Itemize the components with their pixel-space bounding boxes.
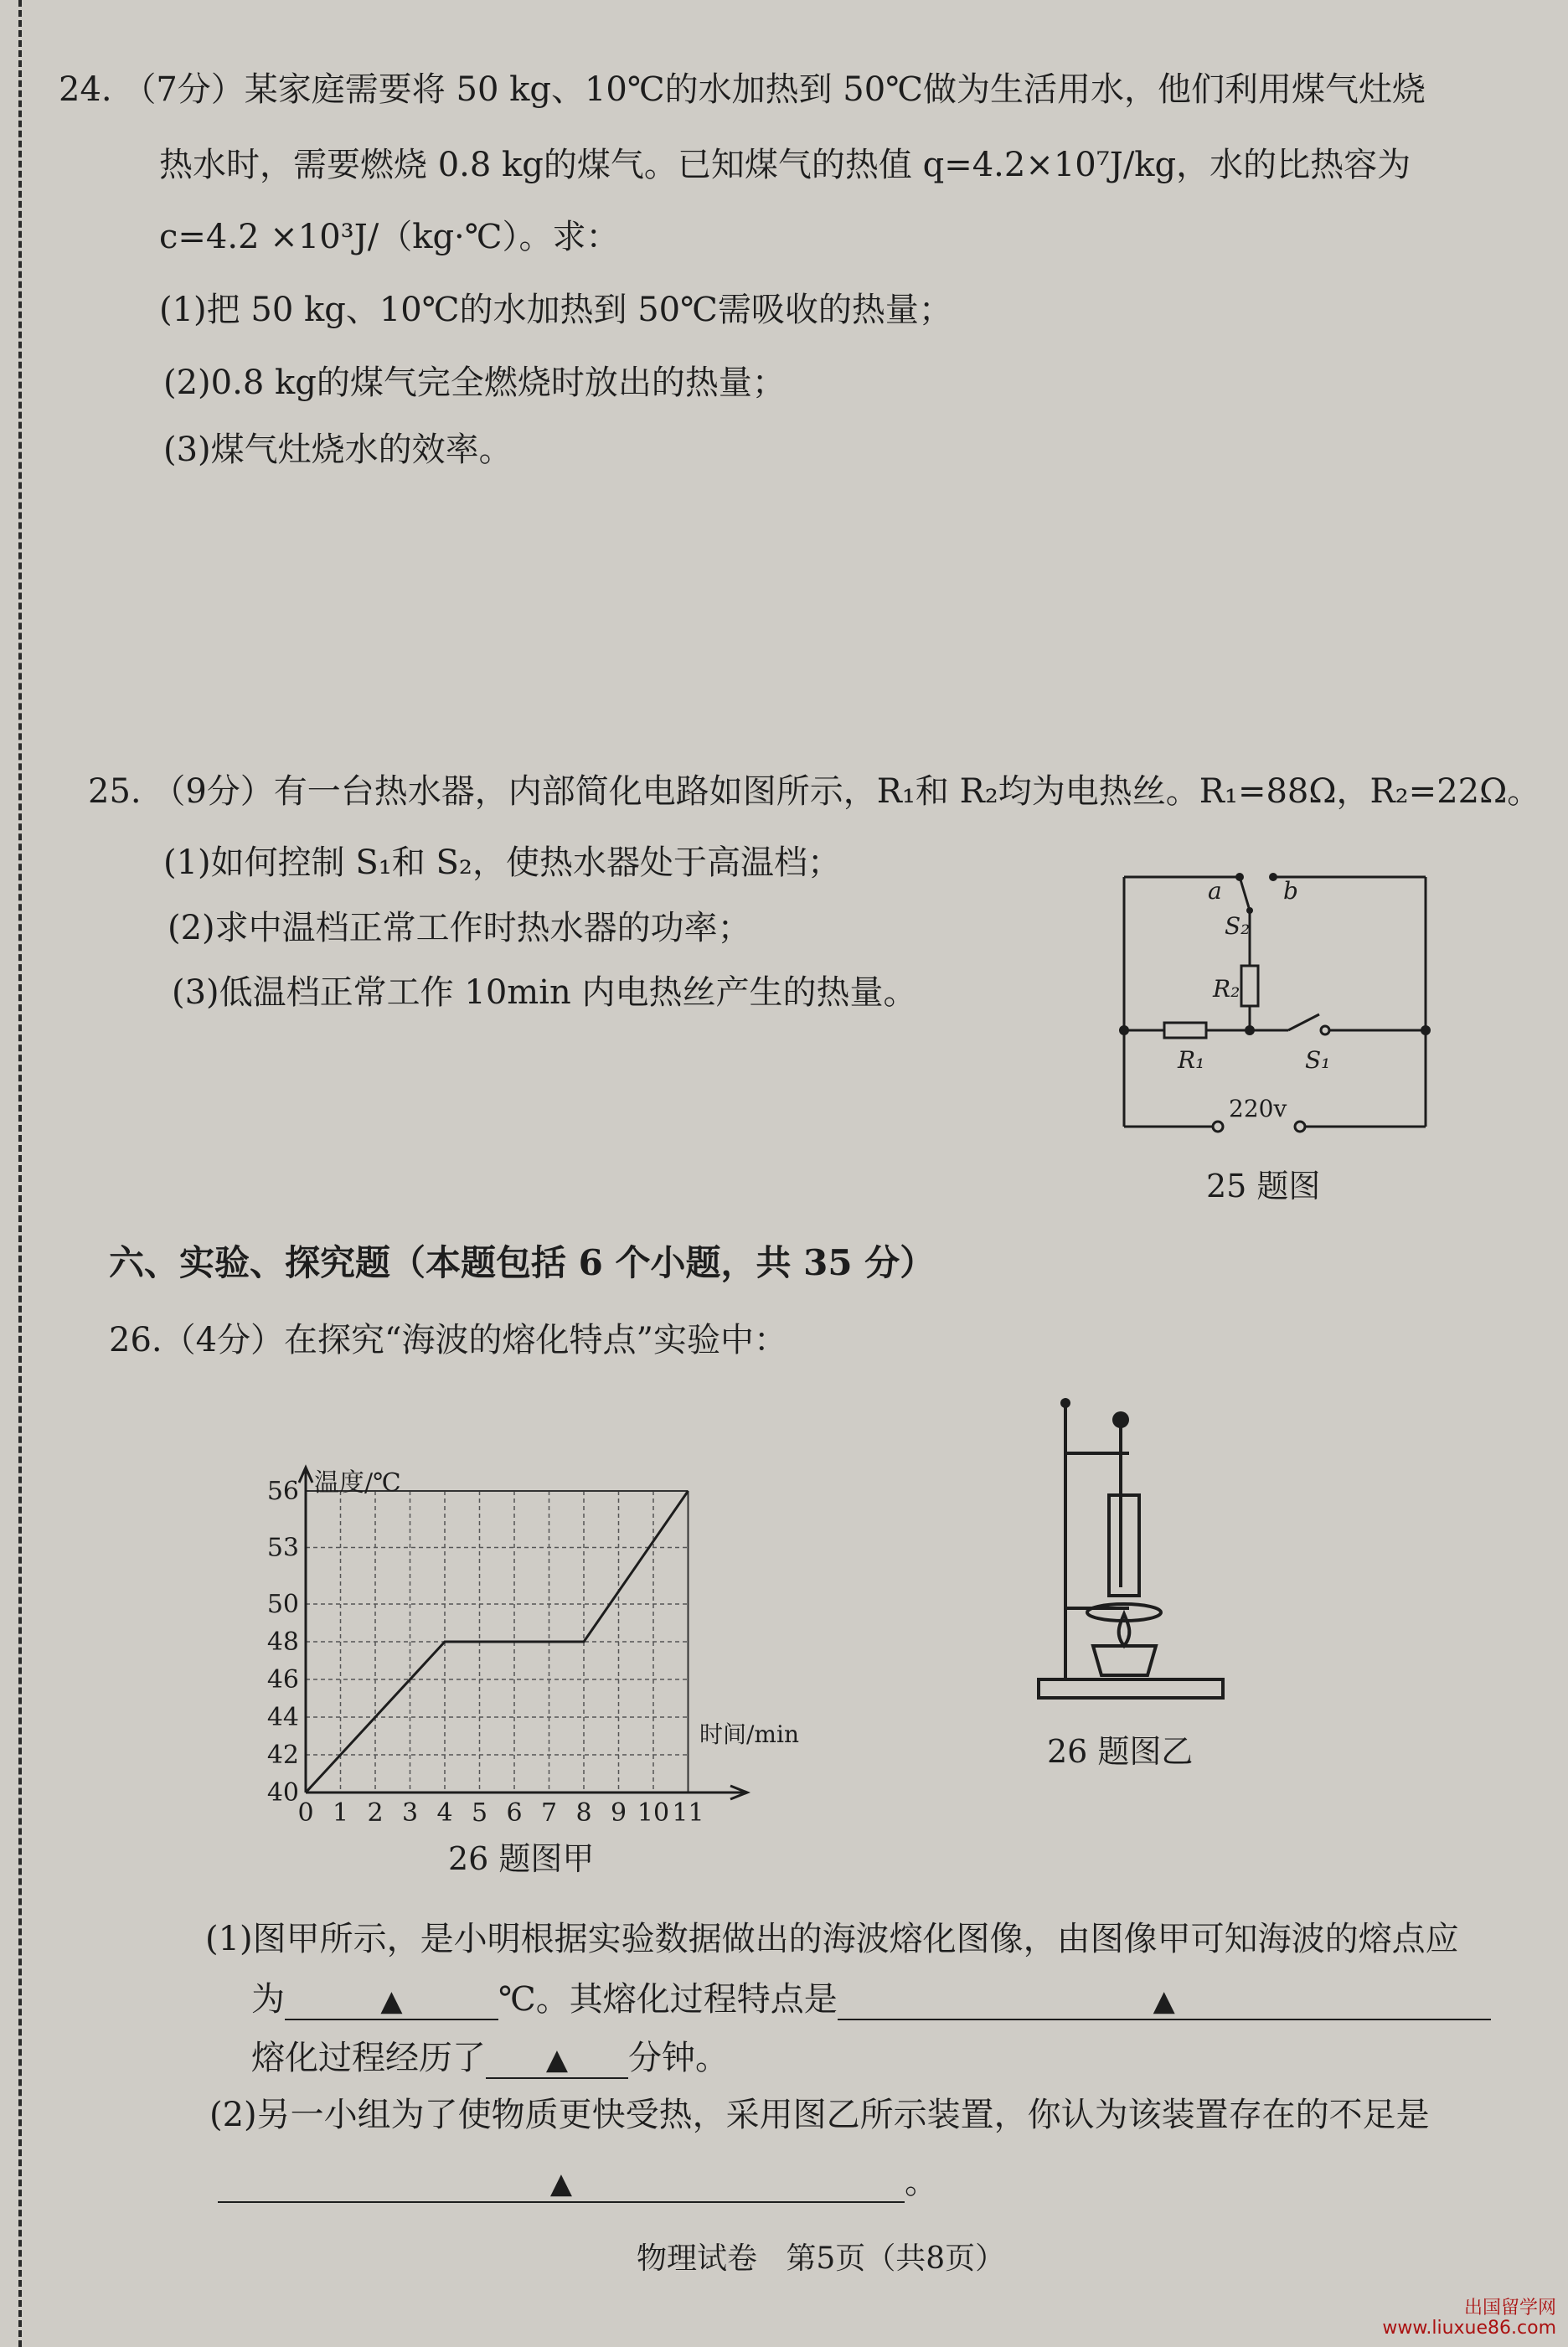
label-s2: S₂ — [1225, 912, 1251, 940]
melting-curve-chart — [266, 1457, 799, 1843]
x-tick-label: 0 — [297, 1798, 314, 1828]
node-right — [1421, 1025, 1431, 1035]
y-tick-label: 40 — [266, 1778, 299, 1808]
footer — [637, 2235, 1005, 2277]
node-left — [1119, 1025, 1129, 1035]
circuit-diagram — [1106, 859, 1441, 1135]
heating-apparatus-figure — [1030, 1395, 1231, 1705]
stand-top — [1060, 1398, 1070, 1408]
node-s1-contact — [1321, 1026, 1329, 1034]
q26-figure-b-caption: 26 题图乙 — [1047, 1733, 1194, 1770]
watermark-title: 出国留学网 — [1463, 2298, 1556, 2319]
x-tick-label: 7 — [540, 1798, 558, 1828]
q26-part1-c-prefix: 熔化过程经历了 — [251, 2039, 486, 2077]
x-tick-label: 9 — [610, 1798, 627, 1828]
y-tick-label: 42 — [266, 1741, 299, 1770]
q26-part2-line1: (2)另一小组为了使物质更快受热，采用图乙所示装置，你认为该装置存在的不足是 — [209, 2096, 1430, 2134]
label-s1: S₁ — [1305, 1046, 1331, 1074]
q24-line2: 热水时，需要燃烧 0.8 kg的煤气。已知煤气的热值 q=4.2×10⁷J/kg，水的比热容为 — [159, 146, 1411, 184]
x-tick-label: 5 — [471, 1798, 488, 1828]
answer-blank-melting-feature[interactable]: ▲ — [838, 1980, 1491, 2020]
q26-part2-line2 — [218, 2161, 938, 2203]
test-tube — [1109, 1495, 1139, 1596]
node-a — [1235, 873, 1244, 881]
section6-title: 六、实验、探究题（本题包括 6 个小题，共 35 分） — [109, 1242, 936, 1283]
q24-part3: (3)煤气灶烧水的效率。 — [163, 431, 513, 469]
y-tick-label: 56 — [266, 1477, 299, 1506]
x-tick-label: 3 — [401, 1798, 419, 1828]
q26-part1-line2 — [251, 1978, 1491, 2020]
switch-s2-blade — [1240, 877, 1250, 910]
answer-blank-apparatus-flaw[interactable]: ▲ — [218, 2163, 905, 2203]
q25-figure-caption: 25 题图 — [1206, 1168, 1321, 1204]
label-voltage: 220v — [1229, 1095, 1287, 1122]
site-watermark — [1382, 2298, 1556, 2339]
q24-line3: c=4.2 ×10³J/（kg·℃）。求： — [159, 218, 620, 256]
q24-part2: (2)0.8 kg的煤气完全燃烧时放出的热量； — [163, 364, 786, 402]
q25-part2: (2)求中温档正常工作时热水器的功率； — [168, 909, 751, 947]
y-tick-label: 44 — [266, 1703, 299, 1732]
y-tick-label: 48 — [266, 1627, 299, 1657]
x-tick-label: 8 — [575, 1798, 592, 1828]
q24-part1: (1)把 50 kg、10℃的水加热到 50℃需吸收的热量； — [159, 291, 952, 329]
x-tick-label: 4 — [436, 1798, 453, 1828]
node-b — [1269, 873, 1277, 881]
q26-part1-mid: ℃。其熔化过程特点是 — [498, 1980, 838, 2019]
x-tick-label: 2 — [367, 1798, 384, 1828]
terminal-left — [1213, 1122, 1223, 1132]
y-tick-label: 50 — [266, 1590, 299, 1619]
y-tick-label: 46 — [266, 1665, 299, 1694]
label-r1: R₁ — [1178, 1046, 1205, 1074]
q26-part1-c-suffix: 分钟。 — [628, 2039, 729, 2077]
resistor-r2 — [1241, 966, 1258, 1006]
footer-page: 第5页（共8页） — [786, 2241, 1006, 2276]
binding-margin-dashed-line — [18, 0, 22, 2347]
q26-part1-line1: (1)图甲所示，是小明根据实验数据做出的海波熔化图像，由图像甲可知海波的熔点应 — [205, 1920, 1459, 1958]
x-tick-label: 1 — [332, 1798, 349, 1828]
q26-part2-end: 。 — [905, 2163, 938, 2201]
q26-figure-a-caption: 26 题图甲 — [448, 1840, 595, 1877]
footer-subject: 物理试卷 — [637, 2241, 758, 2276]
answer-blank-melting-duration[interactable]: ▲ — [486, 2039, 628, 2079]
q24-line1: 24. （7分）某家庭需要将 50 kg、10℃的水加热到 50℃做为生活用水，他们利用煤气灶烧 — [59, 70, 1426, 109]
node-junction — [1245, 1025, 1255, 1035]
resistor-r1 — [1164, 1023, 1206, 1038]
label-r2: R₂ — [1213, 975, 1240, 1003]
q26-part1-line3 — [251, 2037, 729, 2079]
q26-part1-prefix: 为 — [251, 1980, 285, 2019]
switch-s1-blade — [1288, 1014, 1319, 1030]
x-tick-label: 10 — [637, 1798, 670, 1828]
thermometer-top — [1112, 1411, 1129, 1428]
alcohol-lamp — [1093, 1646, 1156, 1675]
q25-line1: 25. （9分）有一台热水器，内部简化电路如图所示，R₁和 R₂均为电热丝。R₁=88Ω，R₂=22Ω。 — [88, 772, 1541, 811]
apparatus-base — [1039, 1679, 1223, 1698]
label-b: b — [1283, 877, 1298, 905]
q25-part1: (1)如何控制 S₁和 S₂，使热水器处于高温档； — [163, 843, 841, 882]
answer-blank-melting-point[interactable]: ▲ — [285, 1980, 498, 2020]
watermark-url: www.liuxue86.com — [1382, 2318, 1556, 2339]
y-axis-label: 温度/℃ — [314, 1468, 401, 1498]
q26-line1: 26.（4分）在探究“海波的熔化特点”实验中： — [109, 1321, 787, 1359]
x-tick-label: 6 — [506, 1798, 523, 1828]
y-tick-label: 53 — [266, 1533, 299, 1563]
lamp-flame — [1119, 1614, 1130, 1646]
x-axis-label: 时间/min — [699, 1720, 799, 1748]
x-tick-label: 11 — [672, 1798, 704, 1828]
terminal-right — [1295, 1122, 1305, 1132]
label-a: a — [1208, 877, 1222, 905]
q25-part3: (3)低温档正常工作 10min 内电热丝产生的热量。 — [172, 973, 917, 1012]
